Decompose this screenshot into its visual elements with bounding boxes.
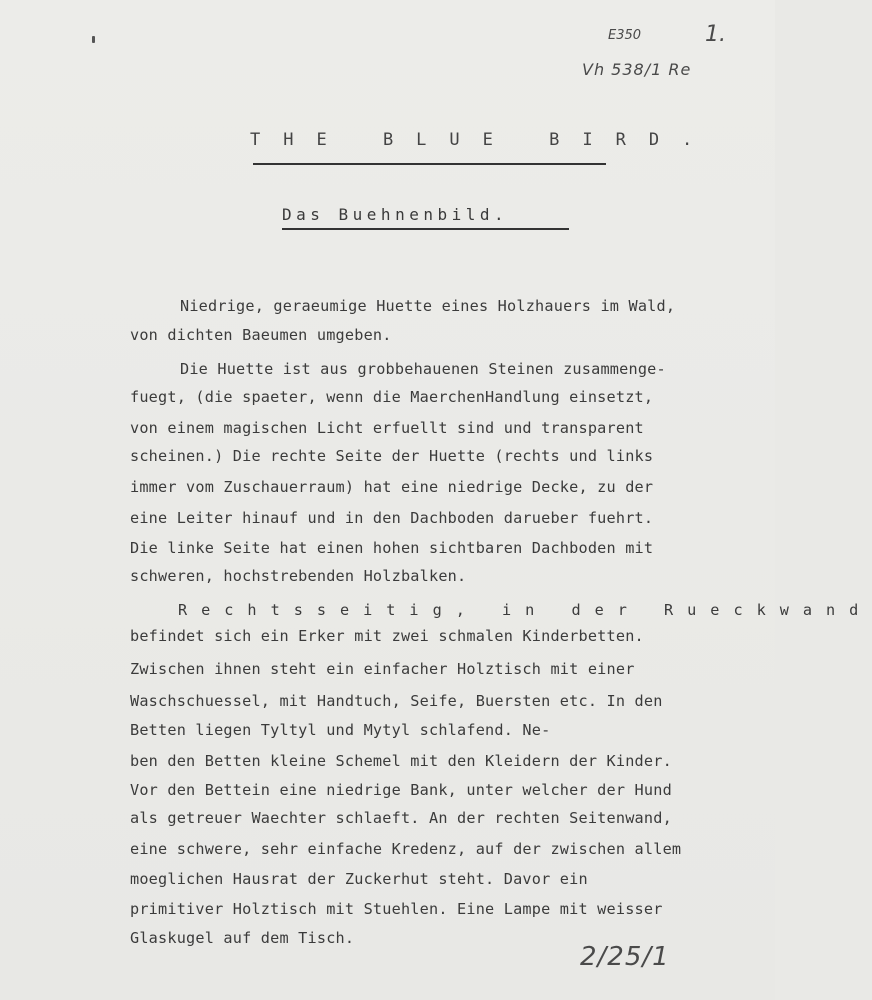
text-line: moeglichen Hausrat der Zuckerhut steht. Davor ein: [130, 870, 588, 888]
text-line: Vor den Bettein eine niedrige Bank, unter welcher der Hund: [130, 781, 672, 799]
text-line: Betten liegen Tyltyl und Mytyl schlafend. Ne-: [130, 721, 551, 739]
text-line: ben den Betten kleine Schemel mit den Kleidern der Kinder.: [130, 752, 672, 770]
text-line: schweren, hochstrebenden Holzbalken.: [130, 567, 467, 585]
text-line: Die Huette ist aus grobbehauenen Steinen zusammenge-: [180, 360, 666, 378]
section-heading: Das Buehnenbild.: [282, 205, 509, 224]
text-line: eine schwere, sehr einfache Kredenz, auf der zwischen allem: [130, 840, 682, 858]
text-line: primitiver Holztisch mit Stuehlen. Eine Lampe mit weisser: [130, 900, 663, 918]
folio-number-handwritten: 1.: [705, 22, 726, 47]
text-line: Waschschuessel, mit Handtuch, Seife, Buersten etc. In den: [130, 692, 663, 710]
text-line: Rechtsseitig, in der Rueckwand: [178, 601, 872, 619]
text-line: eine Leiter hinauf und in den Dachboden darueber fuehrt.: [130, 509, 654, 527]
text-line: von dichten Baeumen umgeben.: [130, 326, 392, 344]
page-number-handwritten: 2/25/1: [580, 942, 670, 972]
text-line: als getreuer Waechter schlaeft. An der rechten Seitenwand,: [130, 809, 672, 827]
text-line: scheinen.) Die rechte Seite der Huette (rechts und links: [130, 447, 654, 465]
text-line: immer vom Zuschauerraum) hat eine niedrige Decke, zu der: [130, 478, 654, 496]
text-line: Die linke Seite hat einen hohen sichtbaren Dachboden mit: [130, 539, 654, 557]
text-line: Zwischen ihnen steht ein einfacher Holztisch mit einer: [130, 660, 635, 678]
text-line: befindet sich ein Erker mit zwei schmalen Kinderbetten.: [130, 627, 644, 645]
heading-underline: [282, 228, 569, 230]
text-line: Glaskugel auf dem Tisch.: [130, 929, 355, 947]
text-line: fuegt, (die spaeter, wenn die MaerchenHandlung einsetzt,: [130, 388, 654, 406]
text-line: Niedrige, geraeumige Huette eines Holzhauers im Wald,: [180, 297, 676, 315]
reference-handwritten: Vh 538/1 Re: [582, 60, 692, 79]
punch-mark: [92, 36, 95, 43]
title-underline: [253, 163, 606, 165]
text-line: von einem magischen Licht erfuellt sind und transparent: [130, 419, 644, 437]
archive-code-handwritten: E350: [608, 28, 642, 43]
document-title: THE BLUE BIRD.: [250, 130, 716, 150]
